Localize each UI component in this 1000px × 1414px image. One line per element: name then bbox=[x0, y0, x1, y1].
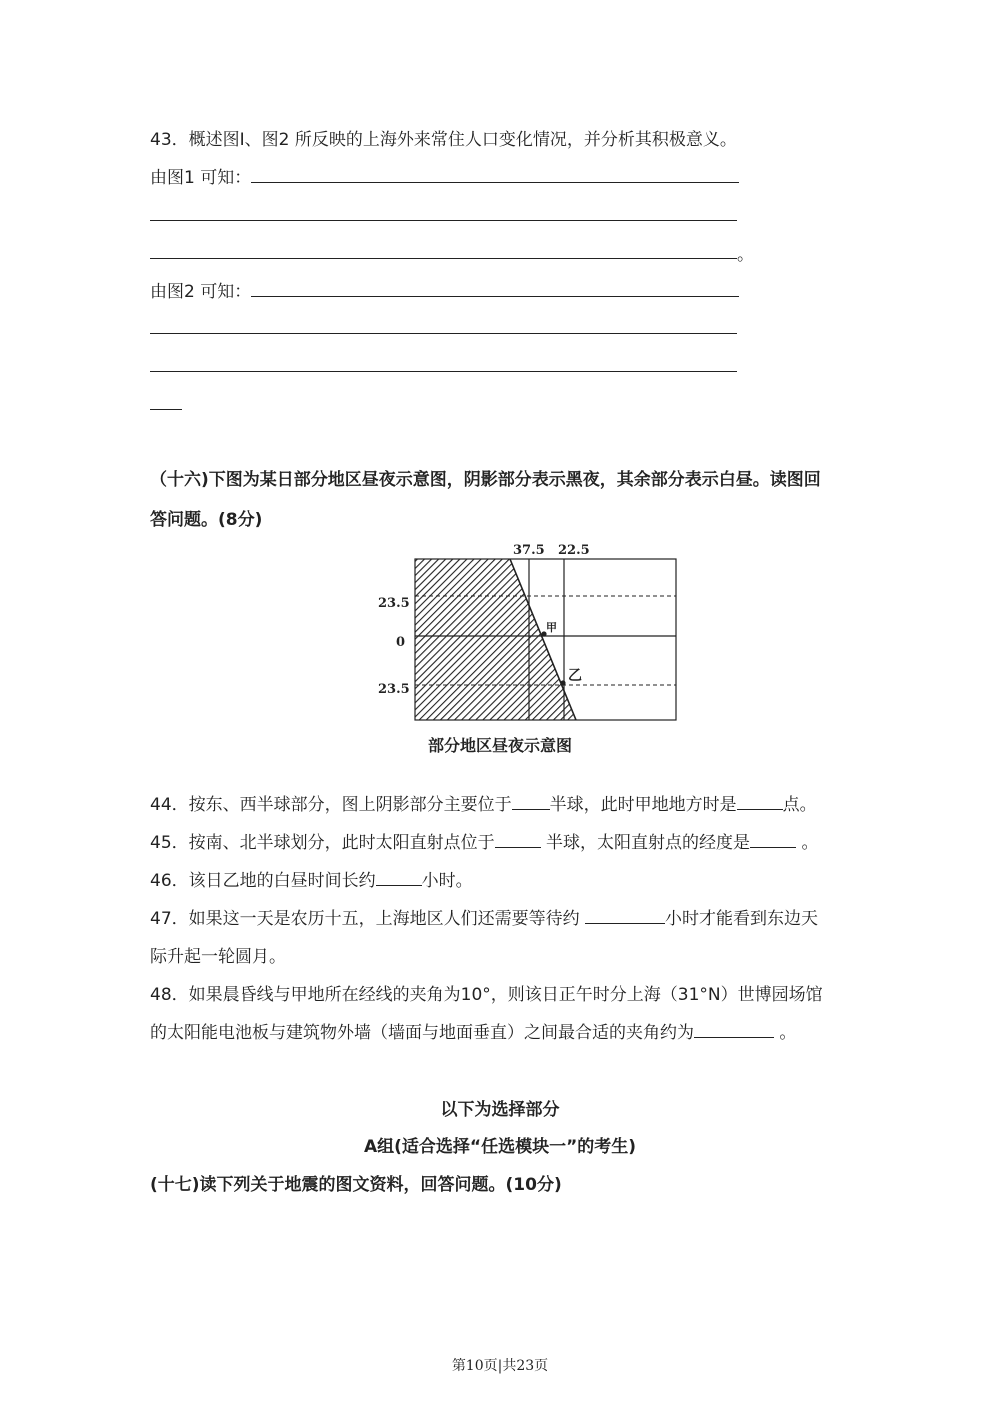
q44-text-b: 半球，此时甲地地方时是 bbox=[549, 795, 737, 815]
q43-fig2-row bbox=[150, 277, 739, 302]
q45-text-a: 45．按南、北半球划分，此时太阳直射点位于 bbox=[150, 833, 495, 853]
q45-blank-2[interactable] bbox=[750, 846, 796, 848]
q48-blank[interactable] bbox=[694, 1036, 774, 1038]
q46-text-a: 46．该日乙地的白昼时间长约 bbox=[150, 871, 376, 891]
q46-blank[interactable] bbox=[376, 884, 422, 886]
top-label-37-5: 37.5 bbox=[513, 543, 545, 558]
q46 bbox=[150, 866, 473, 891]
q43-fig2-label: 由图2 可知： bbox=[150, 282, 252, 302]
q47-line2: 际升起一轮圆月。 bbox=[150, 947, 286, 967]
selection-title: 以下为选择部分 bbox=[440, 1100, 560, 1120]
q43-answer-line-5[interactable] bbox=[150, 409, 182, 410]
page-footer: 第10页|共23页 bbox=[451, 1358, 549, 1374]
point-yi-marker bbox=[560, 680, 565, 685]
q45-blank-1[interactable] bbox=[495, 846, 541, 848]
left-label-equator: 0 bbox=[396, 635, 406, 650]
q47-blank[interactable] bbox=[585, 922, 665, 924]
q47-text-b: 小时才能看到东边天 bbox=[665, 909, 819, 929]
q43-answer-line-1[interactable] bbox=[150, 220, 737, 221]
q43-fig1-label: 由图1 可知： bbox=[150, 168, 252, 188]
q43-period: 。 bbox=[737, 245, 754, 265]
q44-text-a: 44．按东、西半球部分，图上阴影部分主要位于 bbox=[150, 795, 512, 815]
left-label-23-5-north: 23.5 bbox=[378, 596, 410, 611]
q45 bbox=[150, 828, 818, 853]
section17-heading: (十七)读下列关于地震的图文资料，回答问题。(10分) bbox=[150, 1175, 562, 1195]
top-label-22-5: 22.5 bbox=[558, 543, 590, 558]
q43-prompt: 43．概述图Ⅰ、图2 所反映的上海外来常住人口变化情况，并分析其积极意义。 bbox=[150, 130, 737, 150]
q43-fig1-blank[interactable] bbox=[251, 181, 739, 183]
group-a-title: A组(适合选择“任选模块一”的考生) bbox=[363, 1137, 637, 1157]
q47-text-a: 47．如果这一天是农历十五，上海地区人们还需要等待约 bbox=[150, 909, 586, 929]
q44 bbox=[150, 790, 817, 815]
q44-text-c: 点。 bbox=[782, 795, 817, 815]
night-shaded-area bbox=[415, 559, 576, 720]
q48-text-b: 。 bbox=[774, 1023, 797, 1043]
q48-line1: 48．如果晨昏线与甲地所在经线的夹角为10°，则该日正午时分上海（31°N）世博园场馆 bbox=[150, 985, 823, 1005]
q46-text-b: 小时。 bbox=[421, 871, 473, 891]
day-night-diagram bbox=[370, 535, 690, 765]
q47 bbox=[150, 904, 818, 929]
q43-answer-line-2[interactable] bbox=[150, 258, 737, 259]
section16-heading-1: （十六)下图为某日部分地区昼夜示意图，阴影部分表示黑夜，其余部分表示白昼。读图回 bbox=[150, 470, 821, 490]
q45-text-b: 半球，太阳直射点的经度是 bbox=[540, 833, 751, 853]
section16-heading-2: 答问题。(8分) bbox=[150, 510, 263, 530]
q43-answer-line-4[interactable] bbox=[150, 371, 737, 372]
point-jia-label: 甲 bbox=[546, 621, 557, 634]
point-yi-label: 乙 bbox=[568, 668, 582, 684]
q45-text-c: 。 bbox=[796, 833, 819, 853]
q43-fig1-row bbox=[150, 163, 739, 188]
q48-line2 bbox=[150, 1018, 796, 1043]
diagram-title: 部分地区昼夜示意图 bbox=[427, 736, 572, 755]
left-label-23-5-south: 23.5 bbox=[378, 682, 410, 697]
q48-text-a: 的太阳能电池板与建筑物外墙（墙面与地面垂直）之间最合适的夹角约为 bbox=[150, 1023, 694, 1043]
q43-fig2-blank[interactable] bbox=[251, 295, 739, 297]
q44-blank-1[interactable] bbox=[512, 808, 550, 810]
q43-answer-line-3[interactable] bbox=[150, 333, 737, 334]
q44-blank-2[interactable] bbox=[737, 808, 783, 810]
